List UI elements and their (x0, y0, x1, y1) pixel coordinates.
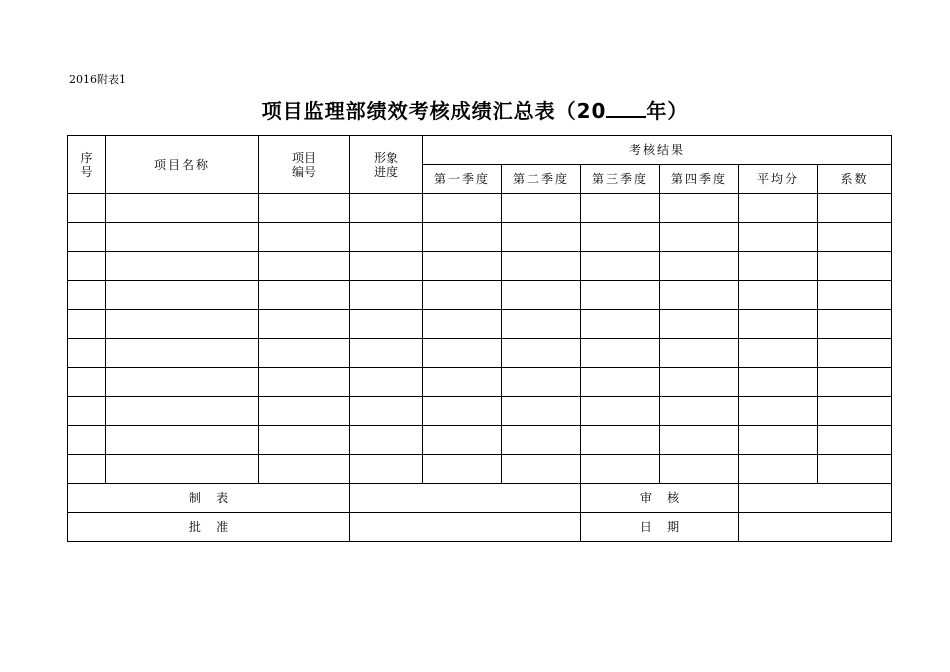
table-cell[interactable] (106, 368, 259, 397)
table-cell[interactable] (259, 223, 350, 252)
header-q3: 第三季度 (581, 165, 660, 194)
table-cell[interactable] (259, 368, 350, 397)
table-cell[interactable] (68, 368, 106, 397)
table-cell[interactable] (581, 223, 660, 252)
table-cell[interactable] (660, 252, 739, 281)
summary-table (67, 135, 892, 542)
table-cell[interactable] (739, 194, 818, 223)
reviewed-by-label: 审 核 (581, 484, 739, 513)
table-cell[interactable] (581, 455, 660, 484)
header-code-line-2: 编号 (291, 164, 316, 179)
title-suffix: 年） (646, 99, 689, 123)
year-blank (606, 100, 646, 118)
table-cell[interactable] (423, 368, 502, 397)
approved-by-field[interactable] (350, 513, 581, 542)
reviewed-by-field[interactable] (739, 484, 892, 513)
table-cell[interactable] (739, 368, 818, 397)
table-cell[interactable] (502, 194, 581, 223)
table-cell[interactable] (502, 397, 581, 426)
approved-by-label: 批 准 (68, 513, 350, 542)
table-cell[interactable] (423, 397, 502, 426)
table-row (68, 223, 892, 252)
table-cell[interactable] (350, 339, 423, 368)
table-cell[interactable] (423, 426, 502, 455)
table-cell[interactable] (818, 223, 892, 252)
table-row (68, 426, 892, 455)
table-cell[interactable] (502, 252, 581, 281)
table-cell[interactable] (68, 397, 106, 426)
table-cell[interactable] (106, 455, 259, 484)
title-main: 项目监理部绩效考核成绩汇总表（20 (261, 99, 607, 123)
table-cell[interactable] (581, 397, 660, 426)
table-cell[interactable] (818, 339, 892, 368)
header-seq (68, 136, 106, 194)
table-row (68, 281, 892, 310)
table-cell[interactable] (660, 310, 739, 339)
header-q2: 第二季度 (502, 165, 581, 194)
table-cell[interactable] (581, 310, 660, 339)
table-cell[interactable] (106, 426, 259, 455)
header-results: 考核结果 (423, 136, 892, 165)
document-label: 2016附表1 (69, 73, 126, 86)
table-cell[interactable] (259, 455, 350, 484)
made-by-label: 制 表 (68, 484, 350, 513)
table-cell[interactable] (259, 397, 350, 426)
table-cell[interactable] (350, 455, 423, 484)
table-row (68, 397, 892, 426)
table-cell[interactable] (660, 194, 739, 223)
table-cell[interactable] (259, 426, 350, 455)
table-cell[interactable] (660, 397, 739, 426)
table-cell[interactable] (502, 310, 581, 339)
header-coefficient: 系数 (818, 165, 892, 194)
table-cell[interactable] (502, 368, 581, 397)
table-cell[interactable] (350, 281, 423, 310)
table-cell[interactable] (106, 281, 259, 310)
table-cell[interactable] (739, 426, 818, 455)
table-cell[interactable] (423, 455, 502, 484)
header-row-1 (68, 136, 892, 165)
table-cell[interactable] (106, 310, 259, 339)
table-cell[interactable] (581, 368, 660, 397)
table-cell[interactable] (106, 252, 259, 281)
table-cell[interactable] (660, 281, 739, 310)
footer-row-1 (68, 484, 892, 513)
table-cell[interactable] (581, 426, 660, 455)
table-cell[interactable] (350, 397, 423, 426)
table-cell[interactable] (350, 194, 423, 223)
table-cell[interactable] (423, 310, 502, 339)
header-average: 平均分 (739, 165, 818, 194)
header-progress-line-2: 进度 (373, 164, 398, 179)
table-cell[interactable] (502, 455, 581, 484)
table-row (68, 310, 892, 339)
header-q4: 第四季度 (660, 165, 739, 194)
table-cell[interactable] (259, 310, 350, 339)
table-cell[interactable] (106, 223, 259, 252)
table-cell[interactable] (106, 194, 259, 223)
table-cell[interactable] (818, 455, 892, 484)
table-cell[interactable] (68, 194, 106, 223)
table-cell[interactable] (818, 310, 892, 339)
table-cell[interactable] (660, 426, 739, 455)
table-cell[interactable] (106, 339, 259, 368)
table-row (68, 455, 892, 484)
table-cell[interactable] (68, 339, 106, 368)
footer-row-2 (68, 513, 892, 542)
document-title (0, 95, 950, 124)
table-cell[interactable] (423, 281, 502, 310)
table-cell[interactable] (660, 223, 739, 252)
table-cell[interactable] (502, 426, 581, 455)
header-seq-line-1: 序 (80, 150, 93, 165)
table-row (68, 368, 892, 397)
table-cell[interactable] (581, 194, 660, 223)
table-cell[interactable] (818, 368, 892, 397)
table-cell[interactable] (259, 252, 350, 281)
table-cell[interactable] (350, 310, 423, 339)
table-cell[interactable] (68, 455, 106, 484)
table-cell[interactable] (818, 281, 892, 310)
table-cell[interactable] (739, 455, 818, 484)
table-cell[interactable] (502, 223, 581, 252)
table-cell[interactable] (350, 368, 423, 397)
table-cell[interactable] (818, 426, 892, 455)
table-cell[interactable] (68, 310, 106, 339)
table-cell[interactable] (423, 339, 502, 368)
date-field[interactable] (739, 513, 892, 542)
table-cell[interactable] (502, 339, 581, 368)
table-cell[interactable] (68, 426, 106, 455)
table-cell[interactable] (660, 368, 739, 397)
table-cell[interactable] (259, 339, 350, 368)
header-project-name: 项目名称 (106, 136, 259, 194)
header-code-line-1: 项目 (291, 150, 316, 165)
table-cell[interactable] (739, 339, 818, 368)
table-row (68, 339, 892, 368)
table-cell[interactable] (106, 397, 259, 426)
table-body (68, 194, 892, 484)
table-cell[interactable] (502, 281, 581, 310)
table-cell[interactable] (581, 339, 660, 368)
table-cell[interactable] (259, 281, 350, 310)
table-cell[interactable] (739, 223, 818, 252)
table-cell[interactable] (818, 397, 892, 426)
table-cell[interactable] (818, 252, 892, 281)
table-cell[interactable] (739, 252, 818, 281)
header-progress (350, 136, 423, 194)
table-cell[interactable] (423, 223, 502, 252)
table-cell[interactable] (259, 194, 350, 223)
table-row (68, 252, 892, 281)
table-cell[interactable] (660, 455, 739, 484)
table-cell[interactable] (68, 223, 106, 252)
table-cell[interactable] (739, 397, 818, 426)
table-cell[interactable] (818, 194, 892, 223)
header-progress-line-1: 形象 (373, 150, 398, 165)
table-cell[interactable] (350, 426, 423, 455)
header-project-code (259, 136, 350, 194)
table-cell[interactable] (68, 252, 106, 281)
header-q1: 第一季度 (423, 165, 502, 194)
table-cell[interactable] (423, 252, 502, 281)
table-cell[interactable] (739, 310, 818, 339)
table-cell[interactable] (423, 194, 502, 223)
table-cell[interactable] (68, 281, 106, 310)
table-cell[interactable] (350, 252, 423, 281)
table-cell[interactable] (581, 252, 660, 281)
made-by-field[interactable] (350, 484, 581, 513)
table-cell[interactable] (660, 339, 739, 368)
date-label: 日 期 (581, 513, 739, 542)
table-cell[interactable] (350, 223, 423, 252)
table-cell[interactable] (581, 281, 660, 310)
header-seq-line-2: 号 (80, 164, 93, 179)
table-row (68, 194, 892, 223)
table-cell[interactable] (739, 281, 818, 310)
